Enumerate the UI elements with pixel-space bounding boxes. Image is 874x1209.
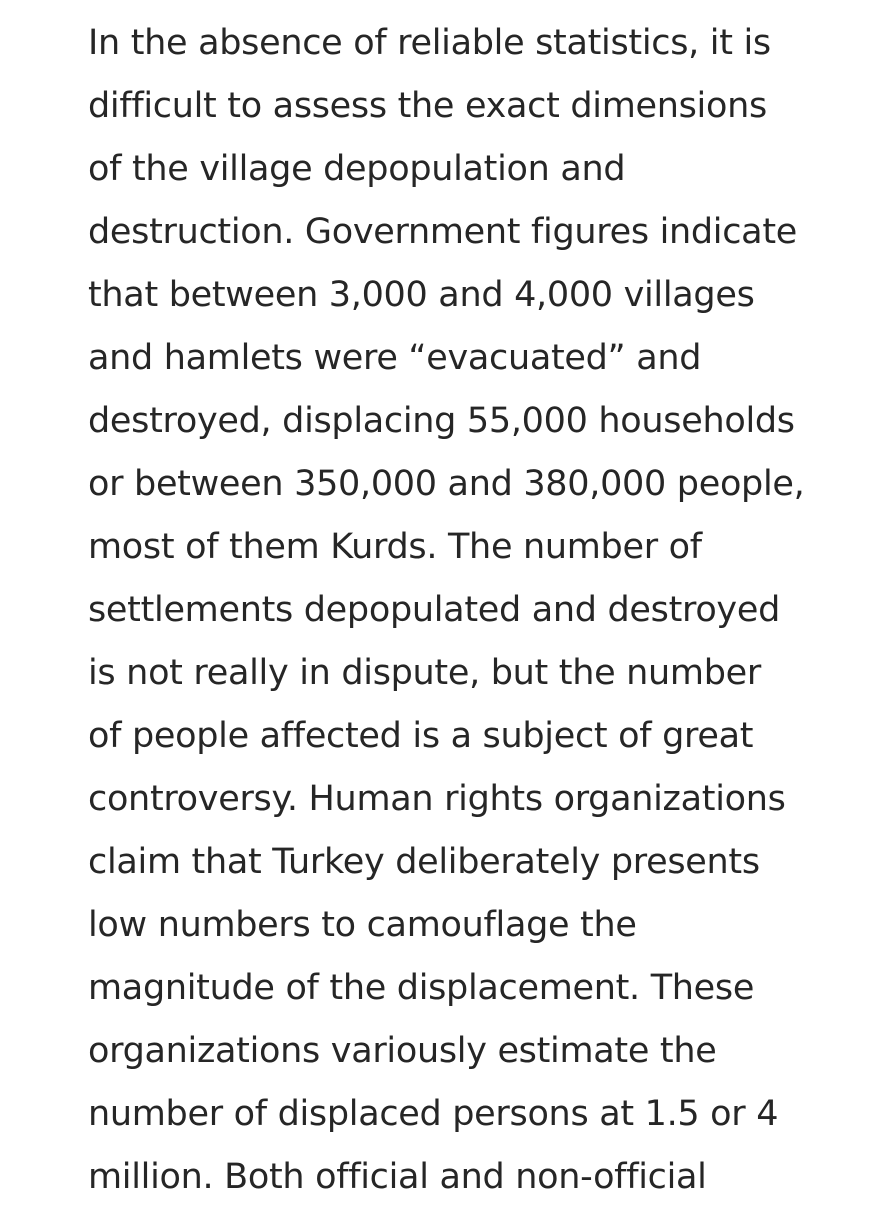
text-line: of people affected is a subject of great [88,716,754,756]
text-line: of the village depopulation and [88,149,626,189]
text-line: and hamlets were “evacuated” and [88,338,702,378]
text-line: destruction. Government figures indicate [88,212,797,252]
text-line: difficult to assess the exact dimensions [88,86,767,126]
article-body [88,12,808,1209]
text-line: that between 3,000 and 4,000 villages [88,275,755,315]
text-line: low numbers to camouflage the [88,905,637,945]
text-line: million. Both official and non-official [88,1157,707,1197]
text-line: claim that Turkey deliberately presents [88,842,760,882]
text-line: most of them Kurds. The number of [88,527,702,567]
text-line: settlements depopulated and destroyed [88,590,780,630]
text-line: is not really in dispute, but the number [88,653,761,693]
text-line: or between 350,000 and 380,000 people, [88,464,805,504]
text-line: In the absence of reliable statistics, it is [88,23,771,63]
text-line: controversy. Human rights organizations [88,779,786,819]
text-line: organizations variously estimate the [88,1031,717,1071]
text-line: number of displaced persons at 1.5 or 4 [88,1094,779,1134]
text-line: magnitude of the displacement. These [88,968,755,1008]
text-line: destroyed, displacing 55,000 households [88,401,795,441]
